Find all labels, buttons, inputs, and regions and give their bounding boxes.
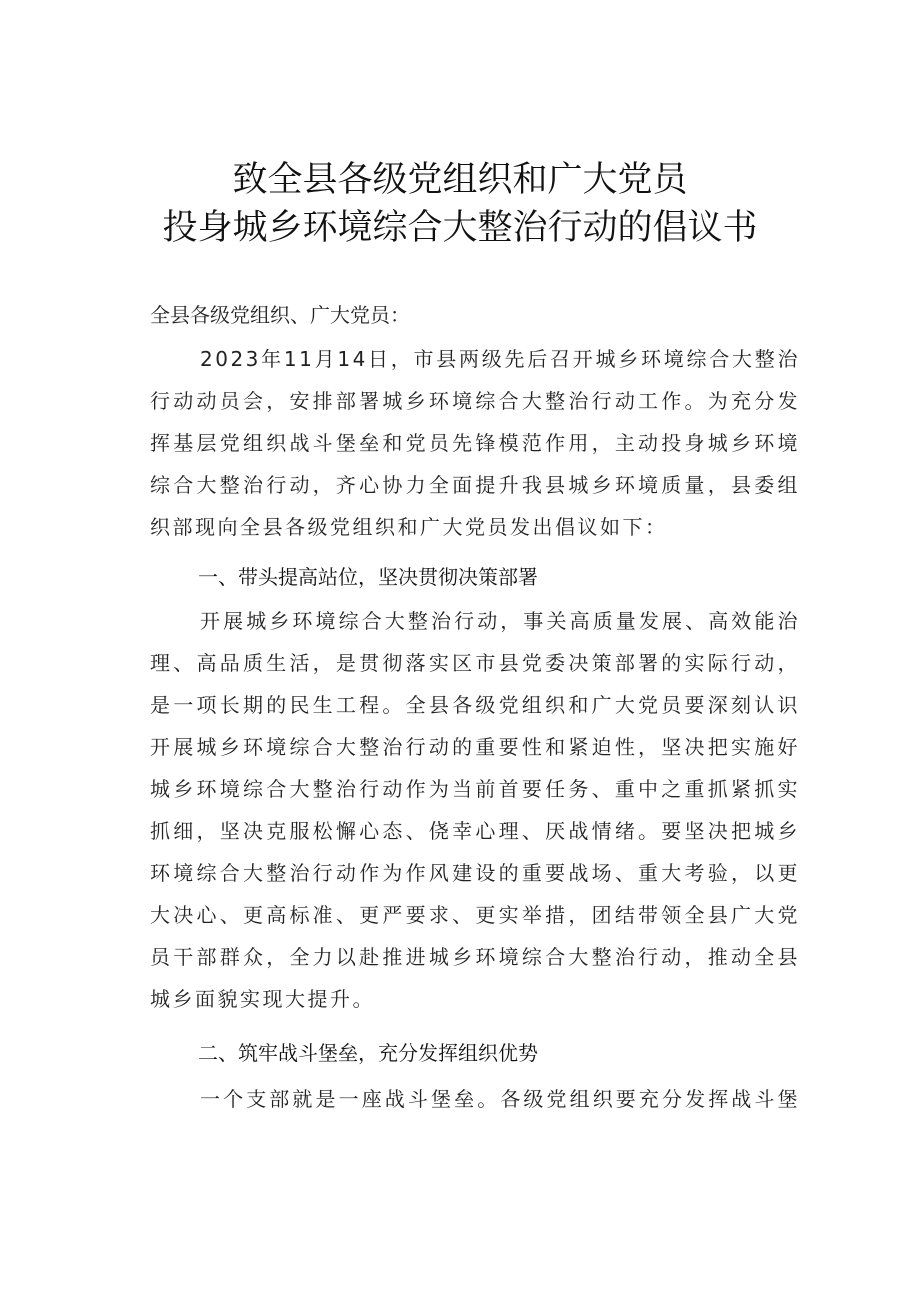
section-2-paragraph — [150, 1078, 800, 1120]
paragraph-line: 开展城乡环境综合大整治行动，事关高质量发展、高效能治 — [200, 609, 800, 633]
paragraph-line: 抓细，坚决克服松懈心态、侥幸心理、厌战情绪。要坚决把城乡 — [150, 819, 800, 843]
salutation: 全县各级党组织、广大党员： — [150, 303, 410, 327]
paragraph-line: 综合大整治行动，齐心协力全面提升我县城乡环境质量，县委组 — [150, 473, 800, 497]
paragraph-line: 城乡面貌实现大提升。 — [150, 987, 375, 1011]
paragraph-line: 织部现向全县各级党组织和广大党员发出倡议如下： — [150, 515, 668, 539]
document-title-line-1: 致全县各级党组织和广大党员 — [232, 160, 688, 200]
paragraph-line: 员干部群众，全力以赴推进城乡环境综合大整治行动，推动全县 — [150, 945, 800, 969]
paragraph-line: 大决心、更高标准、更严要求、更实举措，团结带领全县广大党 — [150, 903, 800, 927]
paragraph-line: 2023年11月14日，市县两级先后召开城乡环境综合大整治 — [200, 347, 800, 371]
intro-paragraph — [150, 338, 800, 548]
paragraph-line: 环境综合大整治行动作为作风建设的重要战场、重大考验，以更 — [150, 861, 800, 885]
section-1-paragraph — [150, 600, 800, 1020]
document-title-line-2: 投身城乡环境综合大整治行动的倡议书 — [162, 208, 758, 248]
paragraph-line: 理、高品质生活，是贯彻落实区市县党委决策部署的实际行动， — [150, 651, 800, 675]
section-heading-1: 一、带头提高站位，坚决贯彻决策部署 — [198, 565, 538, 589]
paragraph-line: 是一项长期的民生工程。全县各级党组织和广大党员要深刻认识 — [150, 693, 800, 717]
paragraph-line: 开展城乡环境综合大整治行动的重要性和紧迫性，坚决把实施好 — [150, 735, 800, 759]
section-heading-2: 二、筑牢战斗堡垒，充分发挥组织优势 — [198, 1041, 538, 1065]
paragraph-line: 行动动员会，安排部署城乡环境综合大整治行动工作。为充分发 — [150, 389, 800, 413]
paragraph-line: 挥基层党组织战斗堡垒和党员先锋模范作用，主动投身城乡环境 — [150, 431, 800, 455]
paragraph-line: 城乡环境综合大整治行动作为当前首要任务、重中之重抓紧抓实 — [150, 777, 800, 801]
paragraph-line: 一个支部就是一座战斗堡垒。各级党组织要充分发挥战斗堡 — [200, 1087, 800, 1111]
